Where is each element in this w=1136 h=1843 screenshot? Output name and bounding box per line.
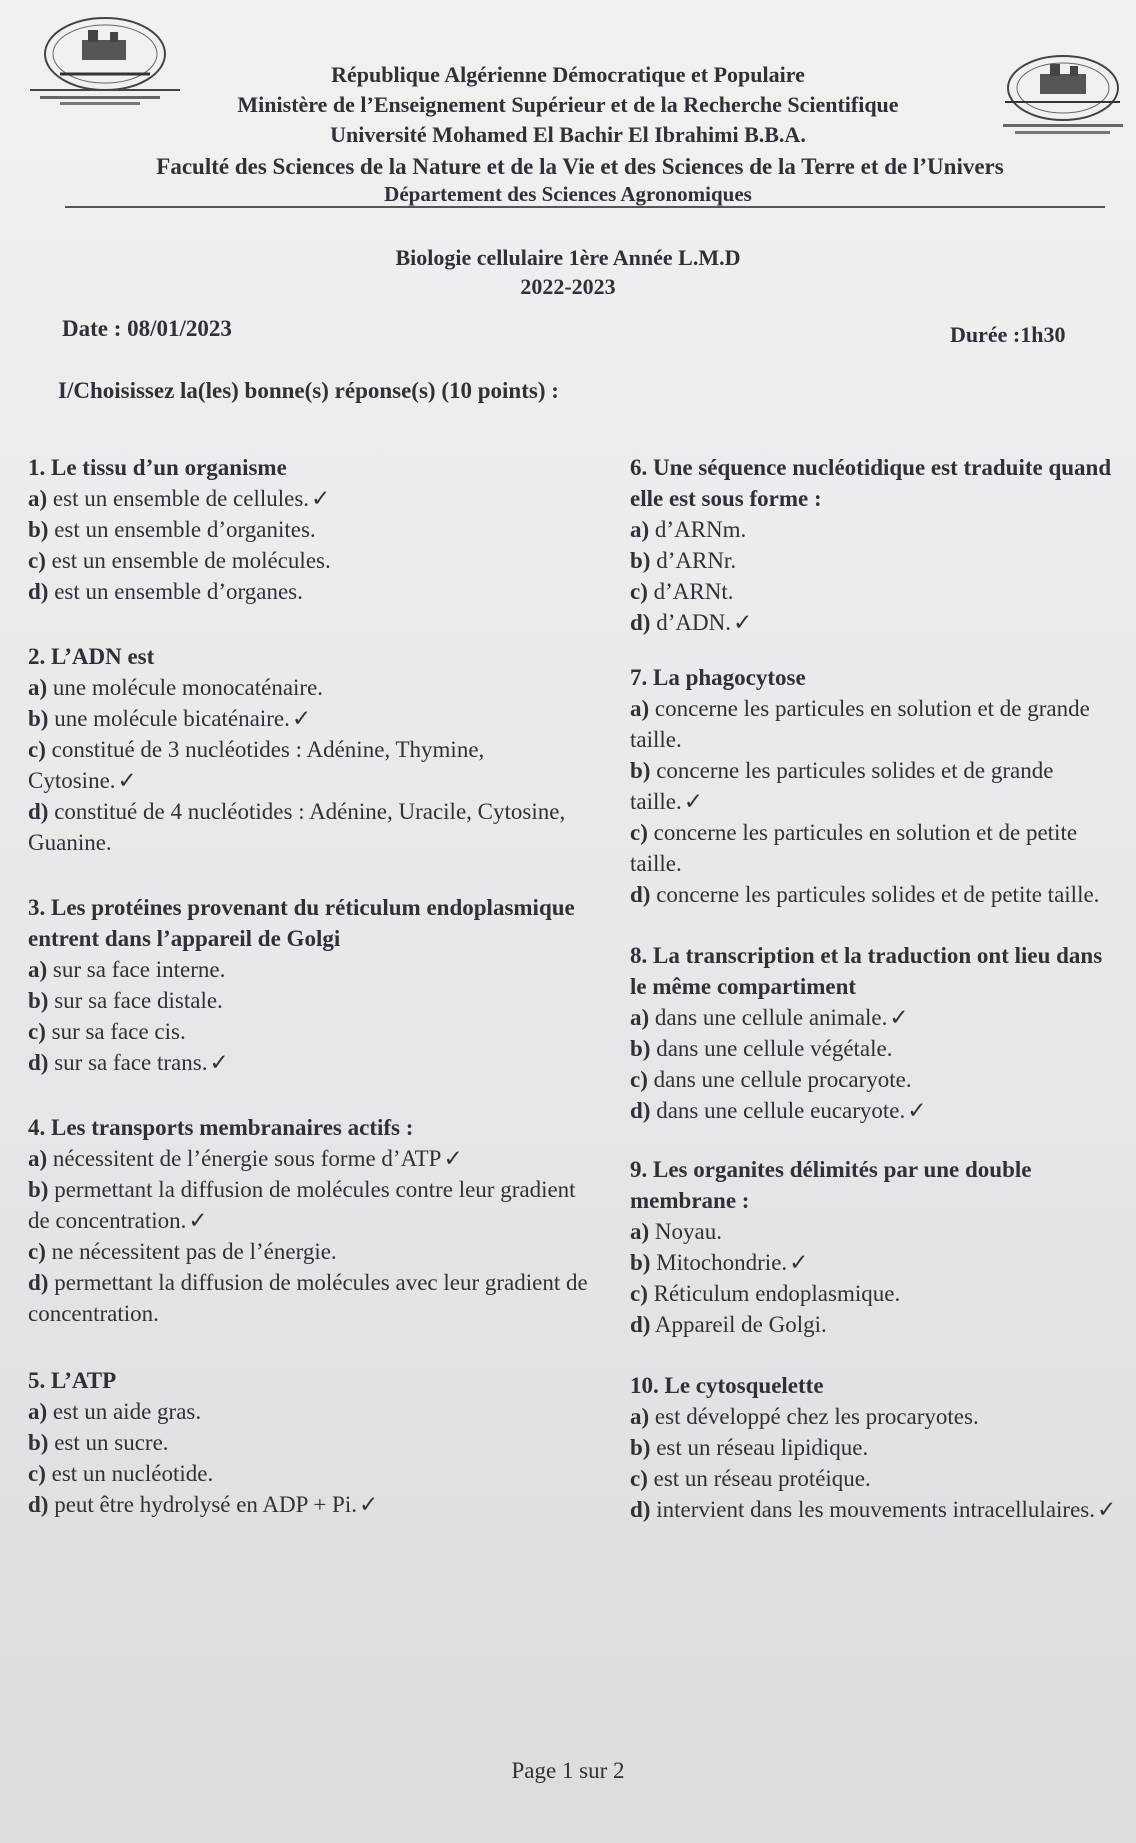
- option-letter: a): [28, 957, 48, 982]
- option-text: est un nucléotide.: [45, 1461, 214, 1486]
- option-text: est un ensemble d’organites.: [48, 517, 316, 542]
- option-text: concerne les particules en solution et de petite taille.: [630, 820, 1078, 876]
- questions-column-right: [630, 452, 1120, 1555]
- answer-option: [630, 1002, 1120, 1033]
- option-text: d’ADN.: [650, 610, 731, 635]
- option-letter: a): [630, 1005, 650, 1030]
- header-university: Université Mohamed El Bachir El Ibrahimi B.B.A.: [330, 122, 806, 147]
- option-letter: a): [28, 675, 48, 700]
- question: [630, 452, 1120, 638]
- course-title: Biologie cellulaire 1ère Année L.M.D: [395, 245, 741, 270]
- option-text: est un ensemble d’organes.: [48, 579, 303, 604]
- answer-option: [28, 576, 588, 607]
- option-text: Appareil de Golgi.: [650, 1312, 827, 1337]
- option-letter: a): [630, 517, 650, 542]
- option-text: Réticulum endoplasmique.: [647, 1281, 901, 1306]
- option-letter: b): [630, 1250, 651, 1275]
- answer-option: [630, 1033, 1120, 1064]
- answer-option: [630, 1432, 1120, 1463]
- option-letter: b): [630, 1435, 651, 1460]
- option-letter: d): [28, 1492, 49, 1517]
- option-text: d’ARNr.: [650, 548, 737, 573]
- option-text: dans une cellule eucaryote.: [650, 1098, 906, 1123]
- answer-option: [630, 607, 1120, 638]
- answer-option: [630, 1494, 1120, 1525]
- option-text: est un réseau lipidique.: [650, 1435, 869, 1460]
- option-text: est un ensemble de molécules.: [45, 548, 331, 573]
- question: [28, 641, 588, 858]
- answer-option: [630, 1095, 1120, 1126]
- answer-option: [28, 1016, 588, 1047]
- answer-option: [630, 879, 1120, 910]
- answer-option: [28, 483, 588, 514]
- answer-option: [28, 954, 588, 985]
- answer-option: [28, 1396, 588, 1427]
- option-letter: a): [630, 1404, 650, 1429]
- page-number: Page 1 sur 2: [511, 1758, 625, 1783]
- option-letter: a): [630, 696, 650, 721]
- option-letter: d): [28, 1270, 49, 1295]
- question: [28, 1112, 588, 1329]
- exam-date: Date : 08/01/2023: [62, 316, 232, 341]
- option-text: une molécule bicaténaire.: [48, 706, 290, 731]
- question: [630, 662, 1120, 910]
- checkmark-icon: ✓: [443, 1146, 463, 1171]
- answer-option: [28, 1458, 588, 1489]
- option-text: constitué de 3 nucléotides : Adénine, Thymine, Cytosine.: [28, 737, 485, 793]
- option-letter: b): [28, 988, 49, 1013]
- answer-option: [28, 703, 588, 734]
- question: [630, 1154, 1120, 1340]
- option-text: concerne les particules solides et de petite taille.: [650, 882, 1100, 907]
- questions-column-left: [28, 452, 588, 1550]
- answer-option: [28, 1427, 588, 1458]
- option-letter: a): [28, 1146, 48, 1171]
- answer-option: [630, 693, 1120, 755]
- option-letter: c): [630, 1067, 648, 1092]
- option-letter: b): [630, 1036, 651, 1061]
- answer-option: [630, 755, 1120, 817]
- option-letter: a): [630, 1219, 650, 1244]
- question: [28, 452, 588, 607]
- option-text: est un réseau protéique.: [647, 1466, 871, 1491]
- option-text: permettant la diffusion de molécules avec leur gradient de concentration.: [28, 1270, 588, 1326]
- option-letter: c): [630, 1466, 648, 1491]
- option-text: permettant la diffusion de molécules contre leur gradient de concentration.: [28, 1177, 576, 1233]
- option-letter: a): [28, 486, 48, 511]
- option-letter: c): [28, 737, 46, 762]
- checkmark-icon: ✓: [907, 1098, 927, 1123]
- option-letter: d): [28, 799, 49, 824]
- option-text: Mitochondrie.: [650, 1250, 788, 1275]
- answer-option: [28, 545, 588, 576]
- option-letter: b): [28, 1177, 49, 1202]
- question-title: 3. Les protéines provenant du réticulum endoplasmique entrent dans l’appareil de Golgi: [28, 895, 575, 951]
- option-letter: c): [28, 1461, 46, 1486]
- option-letter: d): [630, 1312, 651, 1337]
- answer-option: [28, 985, 588, 1016]
- answer-option: [28, 1489, 588, 1520]
- question: [28, 1365, 588, 1520]
- option-text: une molécule monocaténaire.: [47, 675, 324, 700]
- checkmark-icon: ✓: [311, 486, 331, 511]
- option-letter: c): [630, 1281, 648, 1306]
- question-title: 2. L’ADN est: [28, 644, 155, 669]
- answer-option: [28, 1174, 588, 1236]
- question-title: 5. L’ATP: [28, 1368, 117, 1393]
- option-text: d’ARNm.: [649, 517, 747, 542]
- option-text: constitué de 4 nucléotides : Adénine, Uracile, Cytosine, Guanine.: [28, 799, 566, 855]
- option-text: concerne les particules en solution et de grande taille.: [630, 696, 1090, 752]
- answer-option: [28, 1236, 588, 1267]
- option-text: est développé chez les procaryotes.: [649, 1404, 979, 1429]
- option-text: peut être hydrolysé en ADP + Pi.: [48, 1492, 357, 1517]
- question: [28, 892, 588, 1078]
- answer-option: [28, 796, 588, 858]
- option-text: est un sucre.: [48, 1430, 169, 1455]
- option-letter: d): [630, 882, 651, 907]
- checkmark-icon: ✓: [1097, 1497, 1117, 1522]
- header-ministry: Ministère de l’Enseignement Supérieur et de la Recherche Scientifique: [237, 92, 899, 117]
- question-title: 8. La transcription et la traduction ont lieu dans le même compartiment: [630, 943, 1103, 999]
- answer-option: [28, 1047, 588, 1078]
- answer-option: [630, 1463, 1120, 1494]
- answer-option: [630, 1401, 1120, 1432]
- header-faculty: Faculté des Sciences de la Nature et de la Vie et des Sciences de la Terre et de l’Univers: [156, 154, 1004, 179]
- checkmark-icon: ✓: [732, 610, 753, 635]
- option-letter: b): [28, 1430, 49, 1455]
- answer-option: [28, 514, 588, 545]
- option-text: ne nécessitent pas de l’énergie.: [45, 1239, 337, 1264]
- question-title: 1. Le tissu d’un organisme: [28, 455, 287, 480]
- option-letter: d): [630, 1497, 651, 1522]
- question: [630, 1370, 1120, 1525]
- answer-option: [630, 1309, 1120, 1340]
- answer-option: [630, 545, 1120, 576]
- question-title: 9. Les organites délimités par une double membrane :: [630, 1157, 1032, 1213]
- checkmark-icon: ✓: [291, 706, 312, 731]
- option-letter: c): [28, 1019, 46, 1044]
- answer-option: [630, 1064, 1120, 1095]
- checkmark-icon: ✓: [683, 789, 704, 814]
- option-letter: c): [28, 548, 46, 573]
- answer-option: [28, 734, 588, 796]
- checkmark-icon: ✓: [188, 1208, 208, 1233]
- checkmark-icon: ✓: [209, 1050, 229, 1075]
- option-letter: d): [630, 610, 651, 635]
- option-text: sur sa face cis.: [45, 1019, 186, 1044]
- option-text: sur sa face trans.: [48, 1050, 208, 1075]
- option-letter: b): [28, 517, 49, 542]
- answer-option: [630, 576, 1120, 607]
- checkmark-icon: ✓: [789, 1250, 809, 1275]
- option-text: sur sa face interne.: [47, 957, 226, 982]
- checkmark-icon: ✓: [889, 1005, 909, 1030]
- option-letter: c): [630, 820, 648, 845]
- question-title: 7. La phagocytose: [630, 665, 806, 690]
- question-title: 4. Les transports membranaires actifs :: [28, 1115, 414, 1140]
- header-divider: [65, 206, 1105, 208]
- answer-option: [28, 672, 588, 703]
- option-letter: c): [630, 579, 648, 604]
- instructions: I/Choisissez la(les) bonne(s) réponse(s) (10 points) :: [58, 378, 559, 403]
- answer-option: [630, 1247, 1120, 1278]
- question-title: 6. Une séquence nucléotidique est traduite quand elle est sous forme :: [630, 455, 1112, 511]
- option-letter: a): [28, 1399, 48, 1424]
- option-text: dans une cellule procaryote.: [647, 1067, 912, 1092]
- option-text: Noyau.: [649, 1219, 722, 1244]
- header-country: République Algérienne Démocratique et Populaire: [331, 62, 805, 87]
- option-letter: b): [28, 706, 49, 731]
- exam-duration: Durée :1h30: [950, 322, 1066, 347]
- question-title: 10. Le cytosquelette: [630, 1373, 824, 1398]
- question: [630, 940, 1120, 1126]
- option-letter: d): [630, 1098, 651, 1123]
- option-letter: c): [28, 1239, 46, 1264]
- option-letter: d): [28, 579, 49, 604]
- option-text: sur sa face distale.: [48, 988, 223, 1013]
- header-department: Département des Sciences Agronomiques: [384, 182, 752, 206]
- answer-option: [28, 1267, 588, 1329]
- answer-option: [630, 1216, 1120, 1247]
- option-letter: b): [630, 758, 651, 783]
- answer-option: [630, 817, 1120, 879]
- option-text: d’ARNt.: [647, 579, 734, 604]
- option-text: dans une cellule végétale.: [650, 1036, 893, 1061]
- option-text: dans une cellule animale.: [649, 1005, 888, 1030]
- answer-option: [28, 1143, 588, 1174]
- option-text: concerne les particules solides et de grande taille.: [630, 758, 1054, 814]
- option-letter: b): [630, 548, 651, 573]
- option-text: nécessitent de l’énergie sous forme d’ATP: [47, 1146, 442, 1171]
- checkmark-icon: ✓: [358, 1492, 379, 1517]
- option-text: est un ensemble de cellules.: [47, 486, 310, 511]
- option-letter: d): [28, 1050, 49, 1075]
- option-text: est un aide gras.: [47, 1399, 202, 1424]
- answer-option: [630, 1278, 1120, 1309]
- checkmark-icon: ✓: [117, 768, 137, 793]
- academic-year: 2022-2023: [520, 274, 616, 299]
- option-text: intervient dans les mouvements intracellulaires.: [650, 1497, 1095, 1522]
- answer-option: [630, 514, 1120, 545]
